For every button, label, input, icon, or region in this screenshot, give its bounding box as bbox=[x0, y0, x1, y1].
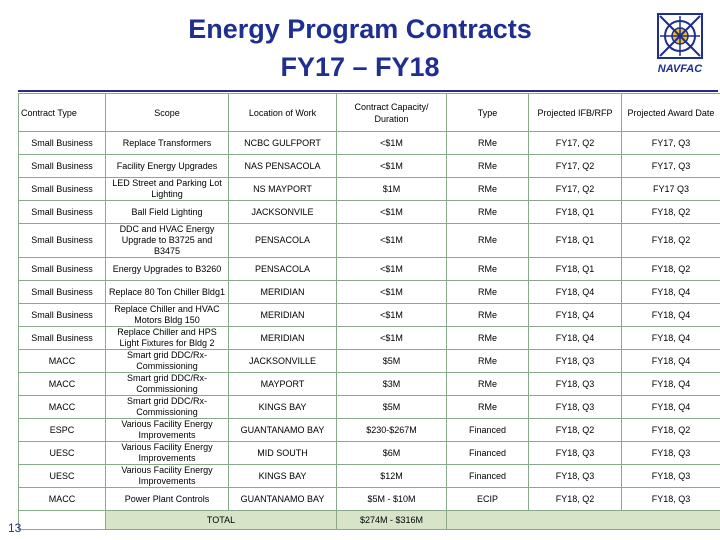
table-cell: FY17 Q3 bbox=[622, 178, 720, 201]
total-value: $274M - $316M bbox=[337, 511, 447, 530]
table-cell: $3M bbox=[337, 373, 447, 396]
table-row bbox=[19, 419, 720, 442]
table-cell: FY18, Q3 bbox=[529, 465, 622, 488]
table-cell: <$1M bbox=[337, 327, 447, 350]
page-number: 13 bbox=[8, 521, 22, 535]
table-cell: Small Business bbox=[19, 155, 106, 178]
table-cell: Small Business bbox=[19, 224, 106, 258]
column-header: Scope bbox=[106, 94, 229, 132]
total-spacer bbox=[19, 511, 106, 530]
table-cell: FY18, Q4 bbox=[622, 304, 720, 327]
table-cell: $1M bbox=[337, 178, 447, 201]
table-cell: Small Business bbox=[19, 258, 106, 281]
table-cell: <$1M bbox=[337, 258, 447, 281]
table-cell: Small Business bbox=[19, 281, 106, 304]
table-cell: MAYPORT bbox=[229, 373, 337, 396]
column-header: Type bbox=[447, 94, 529, 132]
table-cell: <$1M bbox=[337, 132, 447, 155]
table-cell: RMe bbox=[447, 373, 529, 396]
table-cell: FY18, Q1 bbox=[529, 258, 622, 281]
table-row bbox=[19, 201, 720, 224]
table-cell: RMe bbox=[447, 224, 529, 258]
column-header: Contract Capacity/ Duration bbox=[337, 94, 447, 132]
table-cell: Replace 80 Ton Chiller Bldg1 bbox=[106, 281, 229, 304]
table-cell: FY17, Q2 bbox=[529, 178, 622, 201]
table-cell: FY18, Q3 bbox=[529, 396, 622, 419]
column-header: Contract Type bbox=[19, 94, 106, 132]
table-cell: RMe bbox=[447, 304, 529, 327]
table-cell: FY18, Q3 bbox=[529, 350, 622, 373]
table-cell: <$1M bbox=[337, 281, 447, 304]
table-cell: FY18, Q2 bbox=[622, 258, 720, 281]
table-cell: Various Facility Energy Improvements bbox=[106, 419, 229, 442]
table-cell: FY18, Q3 bbox=[529, 442, 622, 465]
table-cell: $230-$267M bbox=[337, 419, 447, 442]
table-cell: KINGS BAY bbox=[229, 465, 337, 488]
table-cell: FY18, Q4 bbox=[529, 281, 622, 304]
table-cell: FY18, Q3 bbox=[622, 465, 720, 488]
table-cell: FY18, Q4 bbox=[529, 327, 622, 350]
table-cell: NCBC GULFPORT bbox=[229, 132, 337, 155]
contracts-table bbox=[18, 93, 720, 530]
table-cell: Smart grid DDC/Rx-Commissioning bbox=[106, 350, 229, 373]
table-cell: FY18, Q4 bbox=[529, 304, 622, 327]
table-cell: MID SOUTH bbox=[229, 442, 337, 465]
table-cell: FY18, Q2 bbox=[622, 419, 720, 442]
table-cell: Financed bbox=[447, 419, 529, 442]
table-cell: MACC bbox=[19, 396, 106, 419]
table-cell: FY18, Q1 bbox=[529, 224, 622, 258]
table-cell: Facility Energy Upgrades bbox=[106, 155, 229, 178]
table-cell: Small Business bbox=[19, 178, 106, 201]
table-cell: KINGS BAY bbox=[229, 396, 337, 419]
table-cell: RMe bbox=[447, 258, 529, 281]
title-divider bbox=[18, 90, 718, 92]
table-cell: Small Business bbox=[19, 327, 106, 350]
table-cell: Smart grid DDC/Rx-Commissioning bbox=[106, 396, 229, 419]
table-cell: FY18, Q2 bbox=[529, 419, 622, 442]
column-header: Projected Award Date bbox=[622, 94, 720, 132]
column-header: Projected IFB/RFP bbox=[529, 94, 622, 132]
table-cell: FY18, Q3 bbox=[622, 442, 720, 465]
table-cell: MERIDIAN bbox=[229, 281, 337, 304]
table-cell: RMe bbox=[447, 201, 529, 224]
table-cell: FY18, Q3 bbox=[529, 373, 622, 396]
navfac-logo-icon bbox=[650, 12, 710, 78]
total-filler bbox=[447, 511, 720, 530]
title-line-1: Energy Program Contracts bbox=[188, 14, 532, 44]
table-cell: FY18, Q3 bbox=[622, 488, 720, 511]
table-cell: FY18, Q4 bbox=[622, 396, 720, 419]
table-cell: <$1M bbox=[337, 201, 447, 224]
table-cell: GUANTANAMO BAY bbox=[229, 488, 337, 511]
table-cell: FY18, Q2 bbox=[622, 201, 720, 224]
table-cell: Replace Chiller and HVAC Motors Bldg 150 bbox=[106, 304, 229, 327]
table-cell: RMe bbox=[447, 178, 529, 201]
table-cell: Various Facility Energy Improvements bbox=[106, 465, 229, 488]
table-cell: Power Plant Controls bbox=[106, 488, 229, 511]
table-cell: <$1M bbox=[337, 224, 447, 258]
table-cell: FY17, Q3 bbox=[622, 155, 720, 178]
table-cell: Financed bbox=[447, 442, 529, 465]
table-row bbox=[19, 327, 720, 350]
table-row bbox=[19, 155, 720, 178]
table-row bbox=[19, 178, 720, 201]
table-cell: $5M - $10M bbox=[337, 488, 447, 511]
table-cell: MACC bbox=[19, 488, 106, 511]
table-cell: Replace Transformers bbox=[106, 132, 229, 155]
table-cell: NAS PENSACOLA bbox=[229, 155, 337, 178]
table-cell: RMe bbox=[447, 327, 529, 350]
table-cell: PENSACOLA bbox=[229, 224, 337, 258]
table-cell: GUANTANAMO BAY bbox=[229, 419, 337, 442]
table-cell: $5M bbox=[337, 396, 447, 419]
table-header-row bbox=[19, 94, 720, 132]
table-cell: <$1M bbox=[337, 304, 447, 327]
table-cell: FY17, Q3 bbox=[622, 132, 720, 155]
table-cell: FY18, Q4 bbox=[622, 350, 720, 373]
table-row bbox=[19, 281, 720, 304]
table-cell: PENSACOLA bbox=[229, 258, 337, 281]
table-row bbox=[19, 132, 720, 155]
table-cell: $5M bbox=[337, 350, 447, 373]
table-cell: Ball Field Lighting bbox=[106, 201, 229, 224]
table-cell: JACKSONVILLE bbox=[229, 350, 337, 373]
table-row bbox=[19, 396, 720, 419]
table-cell: UESC bbox=[19, 442, 106, 465]
table-cell: Small Business bbox=[19, 201, 106, 224]
column-header: Location of Work bbox=[229, 94, 337, 132]
table-cell: FY18, Q4 bbox=[622, 327, 720, 350]
table-cell: MACC bbox=[19, 350, 106, 373]
table-cell: DDC and HVAC Energy Upgrade to B3725 and B3475 bbox=[106, 224, 229, 258]
table-cell: LED Street and Parking Lot Lighting bbox=[106, 178, 229, 201]
table-cell: ESPC bbox=[19, 419, 106, 442]
table-cell: RMe bbox=[447, 396, 529, 419]
table-cell: UESC bbox=[19, 465, 106, 488]
table-row bbox=[19, 488, 720, 511]
table-cell: MERIDIAN bbox=[229, 327, 337, 350]
title-line-2: FY17 – FY18 bbox=[280, 52, 440, 82]
table-cell: Replace Chiller and HPS Light Fixtures for Bldg 2 bbox=[106, 327, 229, 350]
table-cell: <$1M bbox=[337, 155, 447, 178]
table-cell: FY18, Q4 bbox=[622, 281, 720, 304]
table-cell: FY17, Q2 bbox=[529, 132, 622, 155]
table-cell: FY18, Q1 bbox=[529, 201, 622, 224]
table-cell: Financed bbox=[447, 465, 529, 488]
table-cell: FY18, Q2 bbox=[622, 224, 720, 258]
table-cell: Small Business bbox=[19, 132, 106, 155]
table-cell: Various Facility Energy Improvements bbox=[106, 442, 229, 465]
page-title bbox=[0, 10, 720, 86]
table-cell: RMe bbox=[447, 350, 529, 373]
table-cell: Small Business bbox=[19, 304, 106, 327]
table-cell: MACC bbox=[19, 373, 106, 396]
table-cell: ECIP bbox=[447, 488, 529, 511]
table-row bbox=[19, 304, 720, 327]
table-cell: RMe bbox=[447, 155, 529, 178]
table-row bbox=[19, 465, 720, 488]
table-cell: Smart grid DDC/Rx-Commissioning bbox=[106, 373, 229, 396]
table-cell: RMe bbox=[447, 281, 529, 304]
table-cell: JACKSONVILE bbox=[229, 201, 337, 224]
table-cell: $12M bbox=[337, 465, 447, 488]
table-cell: RMe bbox=[447, 132, 529, 155]
table-row bbox=[19, 258, 720, 281]
table-row bbox=[19, 442, 720, 465]
table-cell: FY18, Q4 bbox=[622, 373, 720, 396]
table-row bbox=[19, 350, 720, 373]
table-row bbox=[19, 373, 720, 396]
table-cell: Energy Upgrades to B3260 bbox=[106, 258, 229, 281]
table-row bbox=[19, 224, 720, 258]
table-cell: FY17, Q2 bbox=[529, 155, 622, 178]
total-label: TOTAL bbox=[106, 511, 337, 530]
total-row bbox=[19, 511, 720, 530]
table-cell: NS MAYPORT bbox=[229, 178, 337, 201]
table-cell: $6M bbox=[337, 442, 447, 465]
table-cell: FY18, Q2 bbox=[529, 488, 622, 511]
logo-text: NAVFAC bbox=[657, 63, 703, 75]
table-cell: MERIDIAN bbox=[229, 304, 337, 327]
